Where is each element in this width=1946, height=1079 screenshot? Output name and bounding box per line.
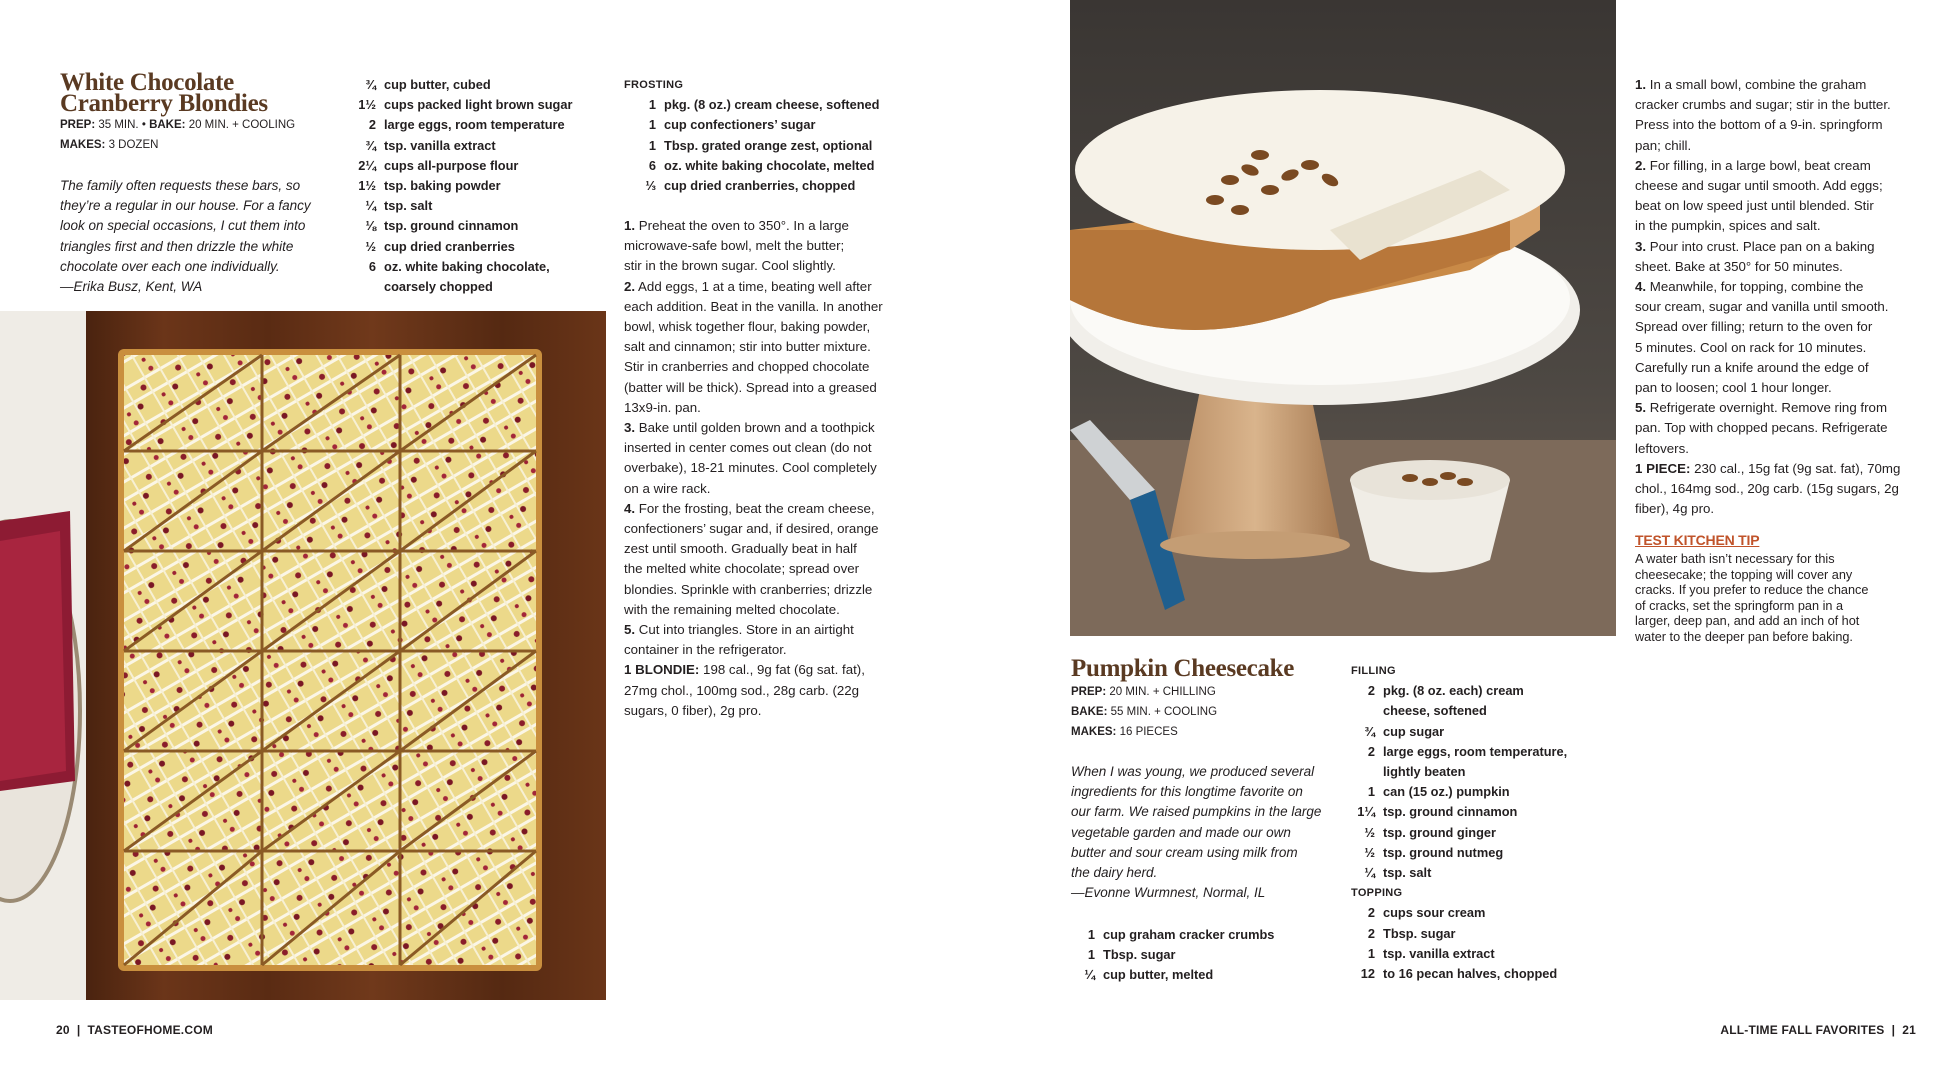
ingredient-text: pkg. (8 oz.) cream cheese, softened [664, 97, 880, 113]
ingredient-qty: ¾ [365, 77, 376, 92]
ingredient-text: oz. white baking chocolate, melted [664, 157, 875, 173]
intro-line: The family often requests these bars, so [60, 178, 301, 193]
tip-line: A water bath isn’t necessary for this [1635, 552, 1835, 566]
intro-line: ingredients for this longtime favorite on [1071, 784, 1303, 800]
topping-heading: TOPPING [1351, 887, 1403, 900]
ingredient-qty: 1 [1367, 784, 1375, 800]
ingredient-text: cup confectioners’ sugar [664, 117, 816, 133]
ingredient-text: cup butter, melted [1103, 967, 1214, 983]
title-line-1: White Chocolate [60, 69, 234, 96]
ingredient-item [352, 196, 582, 216]
nutrition-line: chol., 164mg sod., 20g carb. (15g sugars, 2g [1635, 481, 1899, 497]
filling-list [1351, 681, 1601, 883]
step-number: 2. [1635, 157, 1647, 173]
ingredient-text: tsp. ground nutmeg [1383, 844, 1504, 860]
ingredient-item [1351, 802, 1601, 822]
recipe-title-blondies [60, 69, 360, 117]
tip-line: cracks. If you prefer to reduce the chance [1635, 583, 1869, 598]
ingredient-item [1351, 863, 1601, 883]
intro-line: they’re a regular in our house. For a fancy [60, 198, 311, 214]
filling-topping-section [1351, 661, 1601, 984]
prep-value: 35 MIN. [98, 119, 139, 131]
direction-line [624, 499, 894, 519]
step-number: 1. [624, 218, 636, 233]
ingredient-text: cup graham cracker crumbs [1103, 927, 1275, 942]
ingredient-item [632, 115, 894, 135]
ingredient-item [352, 115, 582, 135]
direction-line: Spread over filling; return to the oven for [1635, 319, 1873, 335]
intro-line: vegetable garden and made our own [1071, 824, 1291, 840]
direction-line [624, 216, 894, 236]
ingredient-item [1071, 965, 1321, 985]
ingredient-text: tsp. ground cinnamon [384, 218, 519, 234]
direction-line: salt and cinnamon; stir into butter mixture. [624, 339, 871, 355]
prep-label: PREP: [1071, 686, 1107, 698]
tip-body [1635, 552, 1905, 646]
ingredient-qty: 2 [368, 117, 376, 133]
ingredient-text: to 16 pecan halves, chopped [1383, 966, 1558, 982]
direction-line [1635, 75, 1905, 95]
filling-heading: FILLING [1351, 665, 1396, 677]
step-number: 3. [624, 420, 636, 436]
step-number: 1. [1635, 77, 1647, 92]
makes-value: 16 PIECES [1119, 726, 1178, 738]
footer-page-number: 20 [56, 1023, 70, 1037]
bake-value: 55 MIN. + COOLING [1110, 706, 1218, 718]
recipe-intro-blondies [60, 176, 330, 297]
makes-label: MAKES: [1071, 726, 1117, 738]
directions-cheesecake [1635, 75, 1905, 519]
direction-line [1635, 277, 1905, 297]
prep-value: 20 MIN. + CHILLING [1109, 686, 1216, 698]
ingredient-text: tsp. vanilla extract [384, 137, 496, 153]
ingredient-item [1351, 782, 1601, 802]
frosting-section [624, 75, 894, 196]
ingredient-item [352, 277, 582, 297]
ingredient-qty: ½ [1364, 824, 1375, 840]
bake-label: BAKE: [149, 119, 186, 131]
ingredient-item [352, 136, 582, 156]
tip-line: larger, deep pan, and add an inch of hot [1635, 614, 1860, 629]
tip-line: of cracks, set the springform pan in a [1635, 598, 1844, 613]
recipe-meta-cheesecake [1071, 682, 1331, 742]
ingredient-item [632, 136, 894, 156]
ingredient-item [352, 95, 582, 115]
footer-left: 20 | TASTEOFHOME.COM [56, 1023, 213, 1037]
ingredient-qty [1351, 762, 1375, 782]
ingredient-qty: 1½ [358, 178, 376, 194]
ingredient-item [352, 216, 582, 236]
direction-line [1635, 237, 1905, 257]
nutrition-line [1635, 459, 1905, 479]
direction-line: overbake), 18-21 minutes. Cool completely [624, 460, 877, 476]
ingredient-qty: ¼ [365, 198, 376, 214]
prep-bake-line: PREP: 35 MIN. • BAKE: 20 MIN. + COOLING [60, 119, 296, 131]
ingredient-item [632, 176, 894, 196]
direction-line [624, 277, 894, 297]
title-line-2: Cranberry Blondies [60, 90, 268, 117]
direction-line: pan to loosen; cool 1 hour longer. [1635, 380, 1832, 396]
footer-page-number: 21 [1902, 1023, 1916, 1037]
photo-blondies [0, 311, 606, 1000]
direction-line: confectioners’ sugar and, if desired, orange [624, 521, 879, 537]
photo-cheesecake [1070, 0, 1616, 636]
frosting-heading: FROSTING [624, 79, 684, 91]
ingredient-qty: 1 [1087, 927, 1095, 942]
ingredient-text: tsp. vanilla extract [1383, 945, 1495, 961]
direction-line [624, 620, 894, 640]
ingredient-item [632, 95, 894, 115]
direction-line: zest until smooth. Gradually beat in half [624, 541, 857, 557]
direction-line: sour cream, sugar and vanilla until smooth. [1635, 299, 1889, 315]
ingredient-qty: ½ [365, 238, 376, 254]
recipe-title-cheesecake: Pumpkin Cheesecake [1071, 655, 1295, 682]
intro-line: our farm. We raised pumpkins in the large [1071, 804, 1322, 820]
ingredient-item [1351, 964, 1601, 984]
step-text: For the frosting, beat the cream cheese, [635, 500, 875, 516]
recipe-intro-cheesecake [1071, 762, 1341, 903]
crust-ingredients [1071, 925, 1321, 986]
ingredient-text: tsp. ground ginger [1383, 824, 1497, 840]
topping-list [1351, 903, 1601, 984]
ingredient-item [1071, 945, 1321, 965]
tip-heading: TEST KITCHEN TIP [1635, 532, 1760, 548]
tip-line: cheesecake; the topping will cover any [1635, 567, 1853, 582]
ingredient-text: can (15 oz.) pumpkin [1383, 784, 1510, 800]
ingredient-qty: 1 [648, 117, 656, 133]
ingredient-qty: 6 [368, 258, 376, 274]
direction-line: stir in the brown sugar. Cool slightly. [624, 258, 836, 274]
direction-line [1635, 398, 1905, 418]
direction-line: pan. Top with chopped pecans. Refrigerate [1635, 420, 1888, 436]
ingredient-qty [1351, 701, 1375, 721]
ingredient-item [1351, 762, 1601, 782]
intro-line: chocolate over each one individually. [60, 258, 280, 274]
ingredient-item [352, 257, 582, 277]
direction-line: each addition. Beat in the vanilla. In another [624, 298, 883, 314]
direction-line: Carefully run a knife around the edge of [1635, 359, 1869, 375]
direction-line: Press into the bottom of a 9-in. springform [1635, 117, 1883, 133]
direction-line: inserted in center comes out clean (do not [624, 440, 872, 456]
ingredient-text: cup sugar [1383, 723, 1445, 739]
ingredient-qty: ½ [1364, 844, 1375, 860]
direction-line [624, 418, 894, 438]
bake-value: 20 MIN. + COOLING [188, 119, 296, 131]
nutrition-label: 1 BLONDIE: [624, 662, 700, 678]
direction-line: on a wire rack. [624, 480, 711, 496]
direction-line: 5 minutes. Cool on rack for 10 minutes. [1635, 339, 1867, 355]
ingredient-text: Tbsp. sugar [1383, 925, 1456, 941]
direction-line: blondies. Sprinkle with cranberries; drizzle [624, 581, 873, 597]
step-number: 4. [1635, 279, 1647, 295]
ingredient-text: tsp. baking powder [384, 178, 501, 194]
nutrition-line: fiber), 4g pro. [1635, 501, 1715, 517]
direction-line [1635, 156, 1905, 176]
step-number: 2. [624, 278, 636, 294]
frosting-list [632, 95, 894, 196]
intro-line: the dairy herd. [1071, 865, 1158, 881]
blondies-photo-image [0, 311, 606, 1000]
ingredient-item [1071, 925, 1321, 945]
ingredient-qty: 1 [648, 137, 656, 153]
ingredient-text: oz. white baking chocolate, [384, 258, 550, 274]
ingredient-text: cups sour cream [1383, 905, 1486, 921]
direction-line: container in the refrigerator. [624, 642, 787, 658]
ingredient-text: Tbsp. sugar [1103, 947, 1176, 963]
prep-line [1071, 682, 1331, 702]
step-number: 3. [1635, 238, 1647, 254]
ingredient-text: tsp. salt [1383, 865, 1432, 881]
direction-line: pan; chill. [1635, 137, 1692, 153]
ingredient-text: cup dried cranberries [384, 238, 515, 254]
ingredient-text: cups all-purpose flour [384, 157, 519, 173]
step-text: Meanwhile, for topping, combine the [1646, 279, 1864, 295]
ingredients-list-blondies [352, 75, 582, 297]
ingredient-item [1351, 742, 1601, 762]
step-text: Add eggs, 1 at a time, beating well after [635, 278, 872, 294]
direction-line: sheet. Bake at 350° for 50 minutes. [1635, 258, 1843, 274]
step-text: Refrigerate overnight. Remove ring from [1646, 400, 1888, 416]
ingredient-qty: ¾ [1364, 723, 1375, 739]
bake-line [1071, 702, 1331, 722]
nutrition-text: 198 cal., 9g fat (6g sat. fat), [699, 662, 865, 678]
ingredient-item [1351, 722, 1601, 742]
step-text: For filling, in a large bowl, beat cream [1646, 157, 1871, 173]
footer-right: ALL-TIME FALL FAVORITES | 21 [1720, 1023, 1916, 1037]
ingredient-qty: 1 [1087, 947, 1095, 963]
ingredient-qty: 1¼ [1357, 804, 1375, 820]
ingredient-text: cup butter, cubed [384, 77, 491, 92]
ingredient-qty [352, 277, 376, 297]
footer-site-link[interactable]: TASTEOFHOME.COM [87, 1023, 213, 1037]
ingredient-qty: 2 [1367, 905, 1375, 921]
ingredient-qty: 6 [648, 157, 656, 173]
prep-label: PREP: [60, 119, 96, 131]
ingredient-text: tsp. ground cinnamon [1383, 804, 1518, 820]
ingredient-qty: 12 [1360, 966, 1375, 982]
ingredient-text: lightly beaten [1383, 764, 1466, 780]
ingredient-text: cheese, softened [1383, 703, 1487, 719]
tip-line: water to the deeper pan before baking. [1635, 629, 1853, 644]
ingredient-item [352, 75, 582, 95]
intro-line: butter and sour cream using milk from [1071, 844, 1298, 860]
step-number: 5. [1635, 400, 1647, 416]
direction-line: 13x9-in. pan. [624, 399, 701, 415]
ingredient-text: cups packed light brown sugar [384, 97, 573, 113]
direction-line: (batter will be thick). Spread into a greased [624, 379, 877, 395]
ingredient-text: large eggs, room temperature [384, 117, 565, 133]
intro-line: triangles first and then drizzle the white [60, 238, 294, 254]
ingredient-text: Tbsp. grated orange zest, optional [664, 137, 873, 153]
ingredient-item [1351, 944, 1601, 964]
direction-line: beat on low speed just until blended. Stir [1635, 198, 1874, 214]
makes-value: 3 DOZEN [108, 139, 159, 151]
step-text: In a small bowl, combine the graham [1646, 77, 1867, 92]
ingredient-qty: ⅛ [365, 218, 376, 234]
bake-label: BAKE: [1071, 706, 1108, 718]
direction-line: microwave-safe bowl, melt the butter; [624, 238, 845, 254]
ingredient-item [1351, 823, 1601, 843]
direction-line: bowl, whisk together flour, baking powder, [624, 319, 871, 335]
direction-line: Stir in cranberries and chopped chocolate [624, 359, 870, 375]
nutrition-line: sugars, 0 fiber), 2g pro. [624, 702, 762, 718]
directions-blondies [624, 216, 894, 721]
makes-line [1071, 722, 1331, 742]
step-text: Cut into triangles. Store in an airtight [635, 622, 854, 638]
ingredient-qty: 2¼ [358, 157, 376, 173]
step-text: Pour into crust. Place pan on a baking [1646, 238, 1875, 254]
direction-line: the melted white chocolate; spread over [624, 561, 860, 577]
direction-line: with the remaining melted chocolate. [624, 601, 840, 617]
direction-line: leftovers. [1635, 440, 1689, 456]
intro-line: —Erika Busz, Kent, WA [60, 279, 203, 295]
nutrition-line [624, 660, 894, 680]
ingredient-text: pkg. (8 oz. each) cream [1383, 683, 1524, 699]
ingredient-qty: 2 [1367, 925, 1375, 941]
step-number: 5. [624, 622, 636, 638]
ingredient-qty: ¾ [365, 137, 376, 153]
ingredient-text: large eggs, room temperature, [1383, 743, 1568, 759]
nutrition-label: 1 PIECE: [1635, 460, 1691, 476]
intro-line: look on special occasions, I cut them into [60, 218, 306, 234]
ingredient-qty: ⅓ [645, 178, 656, 194]
ingredient-qty: ¼ [1084, 967, 1095, 983]
footer-section-title: ALL-TIME FALL FAVORITES [1720, 1023, 1885, 1037]
ingredient-qty: 1 [648, 97, 656, 113]
direction-line: cheese and sugar until smooth. Add eggs; [1635, 178, 1883, 194]
ingredient-item [1351, 903, 1601, 923]
intro-line: When I was young, we produced several [1071, 764, 1315, 779]
ingredient-item [352, 237, 582, 257]
ingredient-item [352, 156, 582, 176]
test-kitchen-tip [1635, 530, 1905, 646]
ingredient-text: tsp. salt [384, 198, 433, 214]
ingredient-qty: ¼ [1364, 865, 1375, 881]
ingredient-text: coarsely chopped [384, 279, 493, 295]
ingredient-qty: 2 [1367, 683, 1375, 699]
ingredient-qty: 1 [1367, 945, 1375, 961]
step-text: Bake until golden brown and a toothpick [635, 420, 875, 436]
ingredient-item [352, 176, 582, 196]
nutrition-text: 230 cal., 15g fat (9g sat. fat), 70mg [1690, 460, 1901, 476]
recipe-meta-blondies [60, 115, 360, 155]
makes-label: MAKES: [60, 139, 106, 151]
step-number: 4. [624, 500, 636, 516]
ingredient-qty: 1½ [358, 97, 376, 113]
direction-line: cracker crumbs and sugar; stir in the butter. [1635, 97, 1891, 113]
ingredient-item [1351, 701, 1601, 721]
nutrition-line: 27mg chol., 100mg sod., 28g carb. (22g [624, 682, 860, 698]
step-text: Preheat the oven to 350°. In a large [635, 218, 849, 233]
ingredient-text: cup dried cranberries, chopped [664, 178, 856, 194]
ingredient-item [1351, 843, 1601, 863]
makes-line [60, 135, 360, 155]
ingredient-item [1351, 681, 1601, 701]
cheesecake-photo-image [1070, 0, 1616, 636]
direction-line: in the pumpkin, spices and salt. [1635, 218, 1821, 234]
intro-line: —Evonne Wurmnest, Normal, IL [1071, 885, 1266, 901]
ingredient-item [1351, 924, 1601, 944]
ingredient-item [632, 156, 894, 176]
ingredient-qty: 2 [1367, 743, 1375, 759]
